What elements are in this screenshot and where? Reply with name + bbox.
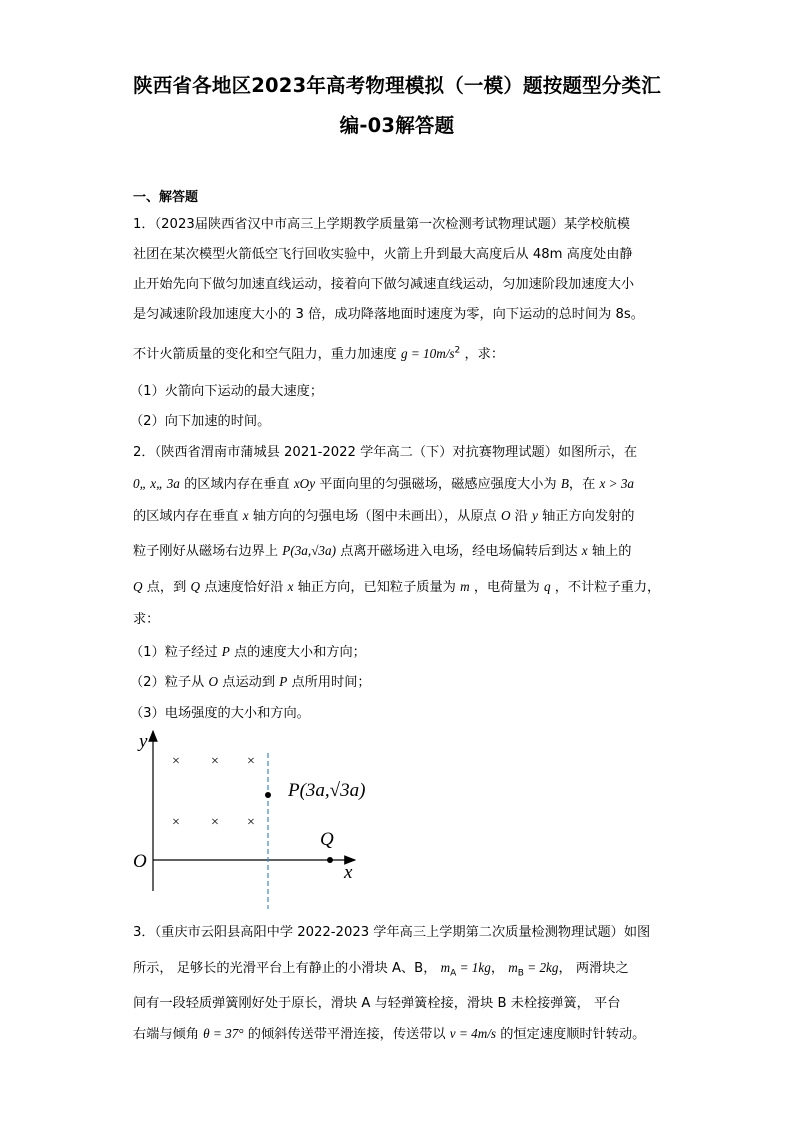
q2-x-axis-ref: x — [242, 508, 249, 523]
origin-label: O — [133, 851, 147, 872]
q2-line-2-text-a: 的区域内存在垂直 — [184, 477, 290, 492]
cross-mark: × — [172, 754, 180, 769]
q3-line-2-text-c: ， — [490, 961, 505, 976]
q2-s2-origin: O — [208, 674, 219, 689]
q2-line-5-text-b: 点速度恰好沿 — [204, 580, 284, 595]
field-diagram — [125, 725, 370, 910]
q2-s1-text-a: （1）粒子经过 — [130, 645, 218, 660]
q2-line-2-text-c: ，在 — [568, 477, 596, 492]
q1-line-4: 是匀减速阶段加速度大小的 3 倍，成功降落地面时速度为零，向下运动的总时间为 8s。 — [133, 307, 644, 322]
q2-line-5-text-d: ，电荷量为 — [473, 580, 540, 595]
q2-subquestion-3: （3）电场强度的大小和方向。 — [130, 706, 310, 721]
q2-s2-point: P — [279, 674, 288, 689]
q2-origin-ref: O — [500, 508, 511, 523]
q2-electric-region: x > 3a — [599, 476, 635, 491]
q3-line-4-text-c: 的恒定速度顺时针转动。 — [500, 1027, 646, 1042]
q3-mass-b-value: = 2kg — [523, 960, 559, 975]
q2-line-4 — [133, 540, 631, 559]
q1-gravity-exponent: 2 — [454, 345, 461, 356]
q2-s1-text-b: 点的速度大小和方向； — [233, 645, 366, 660]
cross-mark: × — [211, 754, 219, 769]
q2-line-5-text-e: ，不计粒子重力， — [554, 580, 661, 595]
q2-s2-text-b: 点运动到 — [222, 675, 276, 690]
document-title-line-1: 陕西省各地区2023年高考物理模拟（一模）题按题型分类汇 — [133, 74, 661, 97]
q2-line-5 — [133, 576, 660, 595]
q2-line-4-text-a: 粒子刚好从磁场右边界上 — [133, 544, 279, 559]
document-title-line-2: 编-03解答题 — [339, 114, 455, 137]
q3-mass-b-subscript: B — [517, 968, 524, 979]
q3-mass-a-symbol: m — [440, 960, 451, 975]
point-q-label: Q — [320, 829, 334, 850]
q2-line-6: 求： — [133, 612, 160, 627]
q2-point-p: P(3a,√3a) — [282, 543, 337, 558]
q2-point-q: Q — [133, 579, 143, 594]
q3-line-4-text-b: 的倾斜传送带平滑连接，传送带以 — [247, 1027, 446, 1042]
section-heading: 一、解答题 — [133, 190, 199, 205]
q2-line-3-text-a: 的区域内存在垂直 — [133, 509, 239, 524]
q3-line-2-text-d: ， 两滑块之 — [558, 961, 629, 976]
q1-gravity-formula: g = 10m/s — [400, 346, 455, 361]
q2-x-axis-ref-3: x — [287, 579, 294, 594]
q2-subquestion-1 — [130, 641, 366, 660]
q2-field-b: B — [560, 476, 569, 491]
q2-line-3-text-d: 轴正方向发射的 — [542, 509, 635, 524]
q3-mass-b-symbol: m — [508, 960, 518, 975]
q2-s1-point: P — [221, 644, 230, 659]
q2-line-2 — [133, 473, 634, 492]
q2-line-1: 2．（陕西省渭南市蒲城县 2021-2022 学年高二（下）对抗赛物理试题）如图所示，在 — [133, 445, 638, 460]
point-q-dot — [327, 857, 333, 863]
q2-charge: q — [543, 579, 551, 594]
q1-line-2: 社团在某次模型火箭低空飞行回收实验中，火箭上升到最大高度后从 48m 高度处由静 — [133, 247, 633, 262]
point-p-label: P(3a,√3a) — [288, 780, 366, 801]
point-p-dot — [265, 792, 271, 798]
q2-line-5-text-a: 点，到 — [146, 580, 187, 595]
q1-line-1: 1．（2023届陕西省汉中市高三上学期教学质量第一次检测考试物理试题）某学校航模 — [133, 217, 630, 232]
q2-y-axis-ref: y — [532, 508, 538, 523]
q3-line-4 — [133, 1023, 645, 1042]
q1-line-3: 止开始先向下做匀加速直线运动，接着向下做匀减速直线运动，匀加速阶段加速度大小 — [133, 277, 635, 292]
cross-mark: × — [247, 754, 255, 769]
q2-point-q-2: Q — [190, 579, 201, 594]
q2-plane: xOy — [293, 476, 316, 491]
q2-line-4-text-b: 点离开磁场进入电场，经电场偏转后到达 — [340, 544, 578, 559]
q3-line-2 — [133, 957, 629, 979]
q1-subquestion-1: （1）火箭向下运动的最大速度； — [130, 384, 324, 399]
q1-line-5-text-a: 不计火箭质量的变化和空气阻力，重力加速度 — [133, 347, 397, 362]
q3-angle: θ = 37° — [203, 1026, 244, 1041]
x-axis-label: x — [344, 862, 353, 883]
q1-line-5-text-b: ，求： — [464, 347, 505, 362]
q1-subquestion-2: （2）向下加速的时间。 — [130, 414, 271, 429]
q2-line-4-text-c: 轴上的 — [591, 544, 632, 559]
q3-line-4-text-a: 右端与倾角 — [133, 1027, 199, 1042]
q2-subquestion-2 — [130, 671, 371, 690]
q3-belt-speed: v = 4m/s — [449, 1026, 497, 1041]
q2-line-2-text-b: 平面向里的匀强磁场，磁感应强度大小为 — [319, 477, 557, 492]
q3-line-2-text-a: 所示， 足够长的光滑平台上有静止的小滑块 A、B， — [133, 961, 437, 976]
q1-line-5 — [133, 343, 504, 362]
q2-magnetic-region: 0„ x„ 3a — [133, 476, 180, 491]
q2-line-5-text-c: 轴正方向，已知粒子质量为 — [297, 580, 456, 595]
q3-mass-a-value: = 1kg — [456, 960, 491, 975]
q2-line-3-text-b: 轴方向的匀强电场（图中未画出），从原点 — [252, 509, 497, 524]
q2-line-3 — [133, 505, 634, 524]
q3-mass-a-subscript: A — [450, 968, 457, 979]
y-axis-label: y — [139, 731, 148, 752]
cross-mark: × — [211, 815, 219, 830]
q3-line-1: 3．（重庆市云阳县高阳中学 2022-2023 学年高三上学期第二次质量检测物理试题）如图 — [133, 925, 651, 940]
q2-line-3-text-c: 沿 — [514, 509, 528, 524]
cross-mark: × — [172, 815, 180, 830]
cross-mark: × — [247, 815, 255, 830]
q2-mass: m — [460, 579, 470, 594]
q3-line-3: 间有一段轻质弹簧刚好处于原长，滑块 A 与轻弹簧栓接，滑块 B 未栓接弹簧， 平台 — [133, 996, 621, 1011]
q2-s2-text-c: 点所用时间； — [291, 675, 371, 690]
q2-s2-text-a: （2）粒子从 — [130, 675, 205, 690]
q2-x-axis-ref-2: x — [581, 543, 588, 558]
